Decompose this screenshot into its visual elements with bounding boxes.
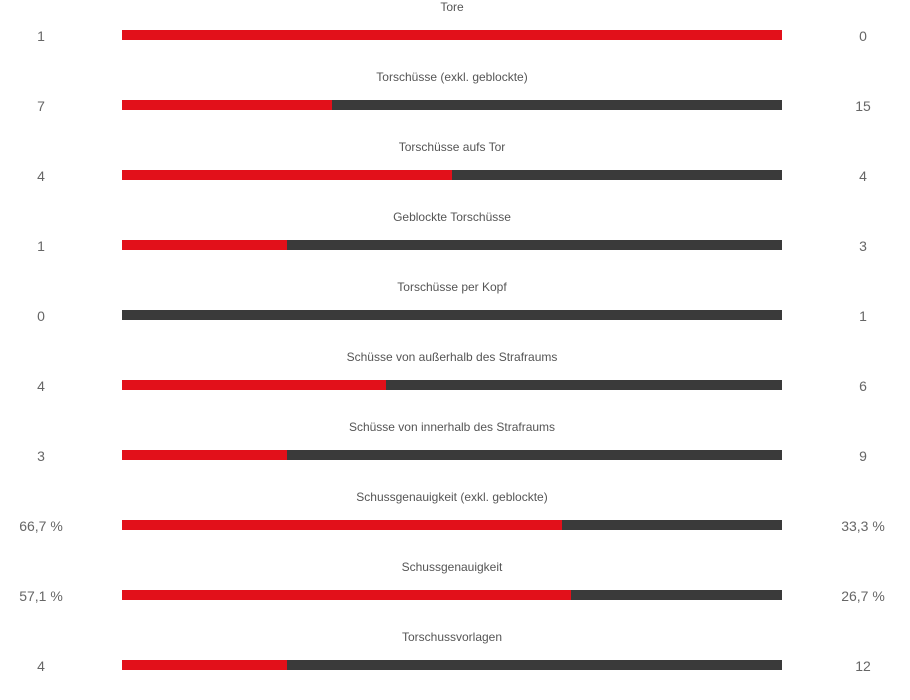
stat-row-schussgenauigkeit <box>0 560 910 630</box>
home-value: 0 <box>37 308 45 324</box>
stat-label: Schüsse von außerhalb des Strafraums <box>346 350 558 364</box>
home-bar-fill <box>122 660 287 670</box>
away-value: 3 <box>859 238 867 254</box>
home-value: 4 <box>37 168 45 184</box>
stat-row-torschussvorlagen <box>0 630 910 700</box>
home-value: 4 <box>37 378 45 394</box>
stat-row-geblockte-torschuesse <box>0 210 910 280</box>
stat-label: Schussgenauigkeit <box>401 560 503 574</box>
stat-label: Schussgenauigkeit (exkl. geblockte) <box>356 490 548 504</box>
stat-row-schuesse-ausserhalb-strafraum <box>0 350 910 420</box>
home-bar-fill <box>122 380 386 390</box>
away-value: 1 <box>859 308 867 324</box>
stat-label: Schüsse von innerhalb des Strafraums <box>348 420 556 434</box>
comparison-bar <box>122 660 782 670</box>
home-bar-fill <box>122 520 562 530</box>
stat-label: Torschüsse aufs Tor <box>398 140 506 154</box>
stat-row-torschuesse-exkl-geblockte <box>0 70 910 140</box>
home-bar-fill <box>122 240 287 250</box>
away-value: 26,7 % <box>841 588 885 604</box>
home-value: 1 <box>37 238 45 254</box>
comparison-bar <box>122 170 782 180</box>
away-value: 6 <box>859 378 867 394</box>
stat-row-schuesse-innerhalb-strafraum <box>0 420 910 490</box>
away-value: 4 <box>859 168 867 184</box>
away-value: 9 <box>859 448 867 464</box>
away-value: 15 <box>855 98 871 114</box>
stat-label: Torschussvorlagen <box>401 630 503 644</box>
stat-row-schussgenauigkeit-exkl-geblockte <box>0 490 910 560</box>
comparison-bar <box>122 240 782 250</box>
comparison-bar <box>122 100 782 110</box>
stat-label: Torschüsse (exkl. geblockte) <box>376 70 528 84</box>
stat-label: Torschüsse per Kopf <box>397 280 507 294</box>
home-bar-fill <box>122 170 452 180</box>
home-bar-fill <box>122 590 571 600</box>
stat-row-tore <box>0 0 910 70</box>
home-bar-fill <box>122 100 332 110</box>
home-value: 66,7 % <box>19 518 63 534</box>
comparison-bar <box>122 520 782 530</box>
stat-label: Geblockte Torschüsse <box>393 210 511 224</box>
stat-label: Tore <box>440 0 464 14</box>
comparison-bar <box>122 380 782 390</box>
home-value: 4 <box>37 658 45 674</box>
home-value: 7 <box>37 98 45 114</box>
comparison-bar <box>122 450 782 460</box>
comparison-bar <box>122 30 782 40</box>
home-bar-fill <box>122 450 287 460</box>
stat-row-torschuesse-aufs-tor <box>0 140 910 210</box>
home-value: 57,1 % <box>19 588 63 604</box>
comparison-bar <box>122 310 782 320</box>
away-value: 0 <box>859 28 867 44</box>
home-bar-fill <box>122 30 782 40</box>
stat-row-torschuesse-per-kopf <box>0 280 910 350</box>
away-value: 12 <box>855 658 871 674</box>
home-value: 3 <box>37 448 45 464</box>
away-value: 33,3 % <box>841 518 885 534</box>
comparison-bar <box>122 590 782 600</box>
home-value: 1 <box>37 28 45 44</box>
